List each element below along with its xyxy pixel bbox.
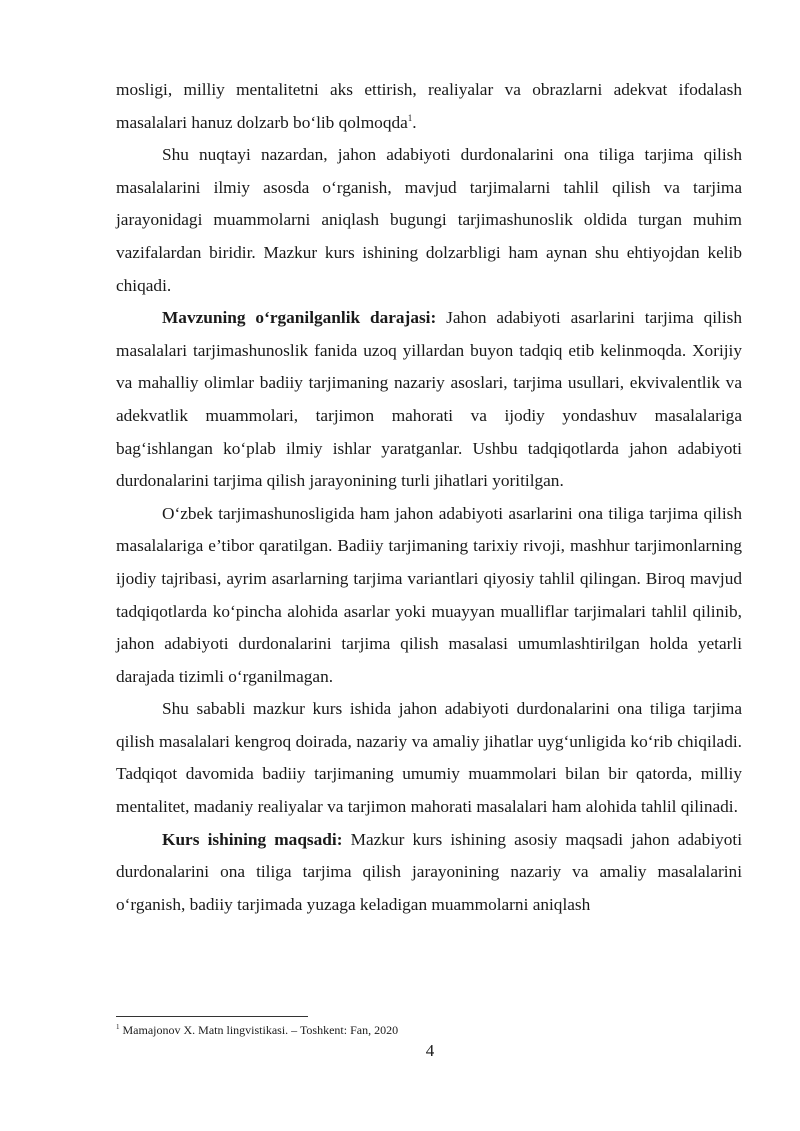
section-heading-inline: Kurs ishining maqsadi: (162, 829, 343, 849)
paragraph-scope (116, 693, 742, 823)
footnote-text: Mamajonov X. Matn lingvistikasi. – Toshkent: Fan, 2020 (119, 1023, 399, 1037)
paragraph-uzbek-studies (116, 498, 742, 694)
paragraph-text: Shu sababli mazkur kurs ishida jahon adabiyoti durdonalarini ona tiliga tarjima qilish masalalari kengroq doirada, nazariy va amaliy jihatlar uyg‘unligida ko‘rib chiqiladi. Tadqiqot davomida badiiy tarjimaning umumiy muammolari bilan bir qatorda, milliy mentalitet, madaniy realiyalar va tarjimon mahorati masalalari ham alohida tahlil qilinadi. (116, 699, 742, 817)
paragraph-continuation (116, 74, 742, 139)
paragraph-end-punctuation: . (412, 112, 417, 132)
paragraph-text: O‘zbek tarjimashunosligida ham jahon adabiyoti asarlarini ona tiliga tarjima qilish masalalariga e’tibor qaratilgan. Badiiy tarjimaning tarixiy rivoji, mashhur tarjimonlarning ijodiy tajribasi, ayrim asarlarning tarjima variantlari qiyosiy tahlil qilingan. Biroq mavjud tadqiqotlarda ko‘pincha alohida asarlar yoki muayyan mualliflar tarjimalari tahlil qilinib, jahon adabiyoti durdonalarini tarjima qilish masalasi umumlashtirilgan holda yetarli darajada tizimli o‘rganilmagan. (116, 503, 742, 686)
footnote-marker: 1 (116, 1023, 120, 1031)
footnote (116, 1023, 398, 1037)
paragraph-text: Jahon adabiyoti asarlarini tarjima qilish masalalari tarjimashunoslik fanida uzoq yillardan buyon tadqiq etib kelinmoqda. Xorijiy va mahalliy olimlar badiiy tarjimaning nazariy asoslari, tarjima usullari, ekvivalentlik va adekvatlik muammolari, tarjimon mahorati va ijodiy yondashuv masalalariga bag‘ishlangan ko‘plab ilmiy ishlar yaratganlar. Ushbu tadqiqotlarda jahon adabiyoti durdonalarini tarjima qilish jarayonining turli jihatlari yoritilgan. (116, 308, 742, 491)
document-body (116, 74, 742, 921)
paragraph-goal (116, 824, 742, 922)
footnote-separator (116, 1016, 308, 1017)
page-number: 4 (425, 1041, 435, 1060)
paragraph-text: mosligi, milliy mentalitetni aks ettirish, realiyalar va obrazlarni adekvat ifodalash masalalari hanuz dolzarb bo‘lib qolmoqda (116, 80, 742, 132)
paragraph-relevance (116, 139, 742, 302)
paragraph-text: Shu nuqtayi nazardan, jahon adabiyoti durdonalarini ona tiliga tarjima qilish masalalarini ilmiy asosda o‘rganish, mavjud tarjimalarni tahlil qilish va tarjima jarayonidagi muammolarni aniqlash bugungi tarjimashunoslik oldida turgan muhim vazifalardan biridir. Mazkur kurs ishining dolzarbligi ham aynan shu ehtiyojdan kelib chiqadi. (116, 145, 742, 295)
paragraph-text: Mazkur kurs ishining asosiy maqsadi jahon adabiyoti durdonalarini ona tiliga tarjima qilish jarayonining nazariy va amaliy masalalarini o‘rganish, badiiy tarjimada yuzaga keladigan muammolarni aniqlash (116, 829, 743, 914)
footnote-reference[interactable]: 1 (407, 112, 413, 123)
section-heading-inline: Mavzuning o‘rganilganlik darajasi: (162, 308, 437, 328)
paragraph-study-degree (116, 302, 742, 498)
